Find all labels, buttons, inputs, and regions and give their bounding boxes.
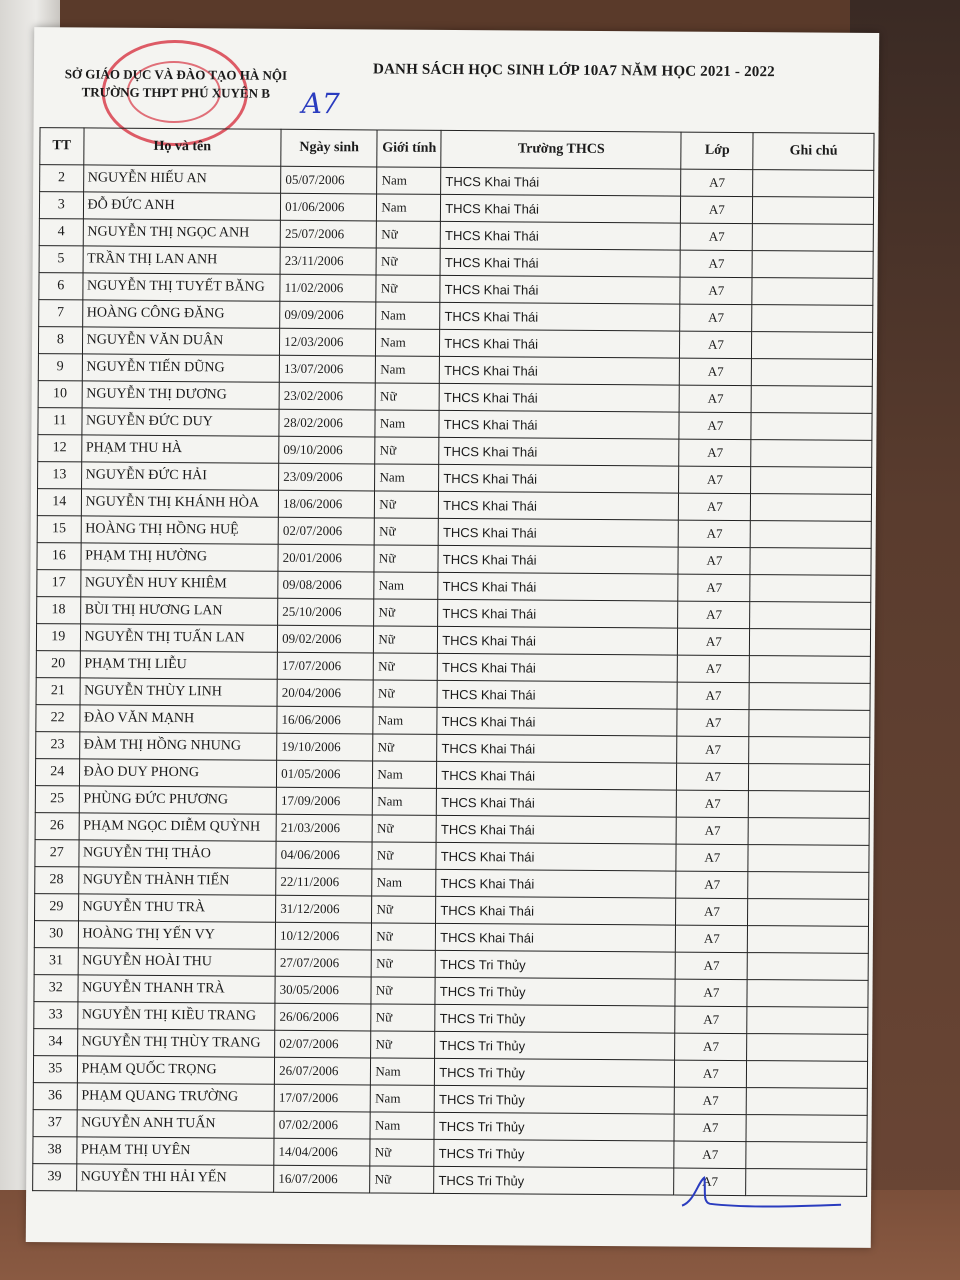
student-name-cell: ĐÀO VĂN MẠNH — [79, 705, 277, 733]
class-name-cell: A7 — [678, 574, 750, 602]
gender-cell: Nữ — [370, 1166, 434, 1193]
gender-cell: Nam — [373, 788, 437, 815]
gender-cell: Nam — [375, 464, 439, 491]
previous-school-cell: THCS Khai Thái — [440, 302, 680, 331]
student-name-cell: NGUYỄN THỊ NGỌC ANH — [83, 219, 281, 247]
gender-cell: Nam — [370, 1112, 434, 1139]
class-name-cell: A7 — [676, 844, 748, 872]
row-number-cell: 13 — [38, 462, 82, 489]
birth-date-cell: 07/02/2006 — [274, 1111, 370, 1139]
note-cell — [747, 1061, 868, 1089]
birth-date-cell: 21/03/2006 — [276, 814, 372, 842]
col-dob-header: Ngày sinh — [281, 129, 378, 167]
note-cell — [750, 548, 871, 576]
previous-school-cell: THCS Khai Thái — [437, 680, 677, 709]
gender-cell: Nữ — [375, 383, 439, 410]
gender-cell: Nam — [374, 572, 438, 599]
previous-school-cell: THCS Khai Thái — [436, 869, 676, 898]
student-name-cell: NGUYỄN HUY KHIÊM — [80, 570, 278, 598]
student-name-cell: NGUYỄN THỊ KHÁNH HÒA — [81, 489, 279, 517]
gender-cell: Nữ — [377, 221, 441, 248]
student-name-cell: PHÙNG ĐỨC PHƯƠNG — [79, 786, 277, 814]
note-cell — [748, 818, 869, 846]
birth-date-cell: 01/06/2006 — [281, 193, 377, 221]
note-cell — [746, 1142, 867, 1170]
student-name-cell: PHẠM THỊ LIỄU — [80, 651, 278, 679]
class-name-cell: A7 — [677, 736, 749, 764]
gender-cell: Nam — [376, 302, 440, 329]
birth-date-cell: 16/06/2006 — [277, 706, 373, 734]
class-name-cell: A7 — [680, 358, 752, 386]
gender-cell: Nữ — [371, 1031, 435, 1058]
row-number-cell: 37 — [33, 1110, 77, 1137]
birth-date-cell: 09/02/2006 — [278, 625, 374, 653]
student-name-cell: NGUYỄN THỊ THÙY TRANG — [77, 1029, 275, 1057]
row-number-cell: 12 — [38, 435, 82, 462]
previous-school-cell: THCS Khai Thái — [440, 248, 680, 277]
student-name-cell: NGUYỄN THỊ TUẤN LAN — [80, 624, 278, 652]
note-cell — [747, 953, 868, 981]
previous-school-cell: THCS Khai Thái — [440, 221, 680, 250]
note-cell — [747, 980, 868, 1008]
student-name-cell: NGUYỄN THỊ THẢO — [78, 840, 276, 868]
gender-cell: Nữ — [375, 491, 439, 518]
row-number-cell: 6 — [39, 273, 83, 300]
birth-date-cell: 09/08/2006 — [278, 571, 374, 599]
row-number-cell: 29 — [35, 894, 79, 921]
student-name-cell: PHẠM THỊ HƯỜNG — [81, 543, 279, 571]
row-number-cell: 2 — [40, 165, 84, 192]
student-name-cell: TRẦN THỊ LAN ANH — [83, 246, 281, 274]
birth-date-cell: 27/07/2006 — [275, 949, 371, 977]
birth-date-cell: 30/05/2006 — [275, 976, 371, 1004]
header-organization — [56, 65, 296, 103]
row-number-cell: 35 — [33, 1056, 77, 1083]
gender-cell: Nam — [377, 167, 441, 194]
note-cell — [751, 467, 872, 495]
student-name-cell: NGUYỄN HOÀI THU — [78, 948, 276, 976]
student-name-cell: PHẠM THU HÀ — [81, 435, 279, 463]
note-cell — [746, 1115, 867, 1143]
birth-date-cell: 18/06/2006 — [278, 490, 374, 518]
gender-cell: Nam — [371, 1058, 435, 1085]
birth-date-cell: 23/09/2006 — [279, 463, 375, 491]
gender-cell: Nữ — [375, 518, 439, 545]
previous-school-cell: THCS Khai Thái — [436, 842, 676, 871]
row-number-cell: 31 — [34, 948, 78, 975]
birth-date-cell: 17/09/2006 — [276, 787, 372, 815]
col-name-header: Họ và tên — [83, 128, 281, 166]
class-name-cell: A7 — [675, 1087, 747, 1115]
gender-cell: Nam — [376, 329, 440, 356]
student-name-cell: HOÀNG THỊ YẾN VY — [78, 921, 276, 949]
signature — [676, 1172, 846, 1213]
class-name-cell: A7 — [680, 250, 752, 278]
note-cell — [752, 251, 873, 279]
note-cell — [752, 305, 873, 333]
gender-cell: Nữ — [372, 923, 436, 950]
previous-school-cell: THCS Khai Thái — [440, 356, 680, 385]
previous-school-cell: THCS Tri Thủy — [434, 1112, 674, 1141]
birth-date-cell: 12/03/2006 — [280, 328, 376, 356]
note-cell — [749, 764, 870, 792]
class-name-cell: A7 — [678, 655, 750, 683]
student-name-cell: ĐÀO DUY PHONG — [79, 759, 277, 787]
gender-cell: Nữ — [374, 626, 438, 653]
class-name-cell: A7 — [679, 466, 751, 494]
note-cell — [750, 629, 871, 657]
student-name-cell: PHẠM QUANG TRƯỜNG — [77, 1083, 275, 1111]
previous-school-cell: THCS Tri Thủy — [435, 1058, 675, 1087]
col-school-header: Trường THCS — [441, 130, 681, 169]
class-name-cell: A7 — [679, 412, 751, 440]
birth-date-cell: 01/05/2006 — [277, 760, 373, 788]
previous-school-cell: THCS Khai Thái — [441, 194, 681, 223]
row-number-cell: 38 — [33, 1137, 77, 1164]
row-number-cell: 14 — [37, 489, 81, 516]
gender-cell: Nam — [373, 707, 437, 734]
class-name-cell: A7 — [676, 925, 748, 953]
row-number-cell: 11 — [38, 408, 82, 435]
birth-date-cell: 13/07/2006 — [279, 355, 375, 383]
student-name-cell: NGUYỄN THÀNH TIẾN — [78, 867, 276, 895]
col-tt-header: TT — [40, 128, 84, 165]
note-cell — [752, 359, 873, 387]
gender-cell: Nam — [376, 356, 440, 383]
student-name-cell: PHẠM NGỌC DIỄM QUỲNH — [79, 813, 277, 841]
student-name-cell: NGUYỄN THU TRÀ — [78, 894, 276, 922]
row-number-cell: 3 — [39, 192, 83, 219]
class-name-cell: A7 — [681, 223, 753, 251]
note-cell — [748, 926, 869, 954]
row-number-cell: 20 — [36, 651, 80, 678]
row-number-cell: 27 — [35, 840, 79, 867]
gender-cell: Nữ — [376, 248, 440, 275]
student-name-cell: NGUYỄN ANH TUẤN — [77, 1110, 275, 1138]
note-cell — [752, 278, 873, 306]
student-name-cell: ĐỖ ĐỨC ANH — [83, 192, 281, 220]
birth-date-cell: 19/10/2006 — [277, 733, 373, 761]
birth-date-cell: 26/07/2006 — [275, 1057, 371, 1085]
gender-cell: Nam — [377, 194, 441, 221]
gender-cell: Nữ — [372, 842, 436, 869]
birth-date-cell: 25/07/2006 — [280, 220, 376, 248]
student-name-cell: NGUYỄN THI HẢI YẾN — [76, 1164, 274, 1192]
student-name-cell: NGUYỄN THỊ TUYẾT BĂNG — [82, 273, 280, 301]
class-name-cell: A7 — [676, 898, 748, 926]
gender-cell: Nữ — [374, 599, 438, 626]
class-name-cell: A7 — [679, 520, 751, 548]
gender-cell: Nam — [371, 1085, 435, 1112]
note-cell — [748, 845, 869, 873]
birth-date-cell: 17/07/2006 — [274, 1084, 370, 1112]
col-note-header: Ghi chú — [753, 133, 874, 171]
note-cell — [751, 440, 872, 468]
class-name-cell: A7 — [681, 169, 753, 197]
birth-date-cell: 28/02/2006 — [279, 409, 375, 437]
note-cell — [750, 602, 871, 630]
gender-cell: Nữ — [374, 545, 438, 572]
row-number-cell: 25 — [35, 786, 79, 813]
class-name-cell: A7 — [675, 1033, 747, 1061]
previous-school-cell: THCS Khai Thái — [439, 410, 679, 439]
document-page — [26, 27, 879, 1248]
student-name-cell: BÙI THỊ HƯƠNG LAN — [80, 597, 278, 625]
row-number-cell: 16 — [37, 543, 81, 570]
class-name-cell: A7 — [674, 1141, 746, 1169]
birth-date-cell: 26/06/2006 — [275, 1003, 371, 1031]
student-name-cell: NGUYỄN THANH TRÀ — [78, 975, 276, 1003]
previous-school-cell: THCS Tri Thủy — [435, 1004, 675, 1033]
previous-school-cell: THCS Tri Thủy — [435, 1031, 675, 1060]
birth-date-cell: 20/04/2006 — [277, 679, 373, 707]
class-name-cell: A7 — [674, 1168, 746, 1196]
note-cell — [753, 224, 874, 252]
previous-school-cell: THCS Khai Thái — [436, 923, 676, 952]
class-name-cell: A7 — [679, 439, 751, 467]
gender-cell: Nam — [375, 410, 439, 437]
note-cell — [749, 710, 870, 738]
birth-date-cell: 14/04/2006 — [274, 1138, 370, 1166]
row-number-cell: 7 — [39, 300, 83, 327]
student-table — [32, 127, 874, 1197]
birth-date-cell: 04/06/2006 — [276, 841, 372, 869]
row-number-cell: 19 — [36, 624, 80, 651]
row-number-cell: 22 — [36, 705, 80, 732]
previous-school-cell: THCS Tri Thủy — [434, 1139, 674, 1168]
row-number-cell: 10 — [38, 381, 82, 408]
previous-school-cell: THCS Khai Thái — [439, 491, 679, 520]
student-name-cell: HOÀNG THỊ HỒNG HUỆ — [81, 516, 279, 544]
previous-school-cell: THCS Khai Thái — [437, 734, 677, 763]
row-number-cell: 18 — [37, 597, 81, 624]
gender-cell: Nữ — [371, 1004, 435, 1031]
birth-date-cell: 05/07/2006 — [281, 166, 377, 194]
birth-date-cell: 22/11/2006 — [276, 868, 372, 896]
note-cell — [750, 575, 871, 603]
previous-school-cell: THCS Tri Thủy — [434, 1085, 674, 1114]
previous-school-cell: THCS Khai Thái — [439, 383, 679, 412]
class-name-cell: A7 — [678, 601, 750, 629]
class-name-cell: A7 — [680, 385, 752, 413]
birth-date-cell: 10/12/2006 — [275, 922, 371, 950]
row-number-cell: 30 — [34, 921, 78, 948]
class-name-cell: A7 — [675, 1060, 747, 1088]
row-number-cell: 33 — [34, 1002, 78, 1029]
gender-cell: Nam — [373, 761, 437, 788]
birth-date-cell: 09/09/2006 — [280, 301, 376, 329]
birth-date-cell: 31/12/2006 — [276, 895, 372, 923]
gender-cell: Nữ — [372, 950, 436, 977]
note-cell — [752, 332, 873, 360]
row-number-cell: 8 — [38, 327, 82, 354]
class-name-cell: A7 — [676, 817, 748, 845]
row-number-cell: 39 — [33, 1164, 77, 1191]
birth-date-cell: 16/07/2006 — [274, 1165, 370, 1193]
student-name-cell: NGUYỄN THỊ KIỀU TRANG — [77, 1002, 275, 1030]
previous-school-cell: THCS Tri Thủy — [434, 1166, 674, 1195]
note-cell — [750, 656, 871, 684]
class-name-cell: A7 — [679, 493, 751, 521]
row-number-cell: 9 — [38, 354, 82, 381]
row-number-cell: 26 — [35, 813, 79, 840]
birth-date-cell: 23/11/2006 — [280, 247, 376, 275]
previous-school-cell: THCS Khai Thái — [437, 761, 677, 790]
note-cell — [753, 197, 874, 225]
row-number-cell: 17 — [37, 570, 81, 597]
class-name-cell: A7 — [680, 277, 752, 305]
student-name-cell: NGUYỄN VĂN DUÂN — [82, 327, 280, 355]
previous-school-cell: THCS Khai Thái — [440, 275, 680, 304]
previous-school-cell: THCS Khai Thái — [438, 518, 678, 547]
birth-date-cell: 20/01/2006 — [278, 544, 374, 572]
gender-cell: Nữ — [373, 734, 437, 761]
gender-cell: Nữ — [373, 680, 437, 707]
gender-cell: Nữ — [372, 815, 436, 842]
class-name-cell: A7 — [680, 331, 752, 359]
note-cell — [747, 1088, 868, 1116]
note-cell — [751, 386, 872, 414]
gender-cell: Nữ — [376, 275, 440, 302]
handwritten-note: A7 — [301, 86, 340, 121]
student-name-cell: NGUYỄN ĐỨC DUY — [81, 408, 279, 436]
note-cell — [748, 872, 869, 900]
previous-school-cell: THCS Khai Thái — [436, 896, 676, 925]
previous-school-cell: THCS Tri Thủy — [435, 977, 675, 1006]
col-class-header: Lớp — [681, 132, 753, 170]
note-cell — [751, 494, 872, 522]
note-cell — [749, 683, 870, 711]
previous-school-cell: THCS Khai Thái — [437, 653, 677, 682]
previous-school-cell: THCS Khai Thái — [441, 167, 681, 196]
previous-school-cell: THCS Khai Thái — [436, 815, 676, 844]
department-name: SỞ GIÁO DỤC VÀ ĐÀO TẠO HÀ NỘI — [64, 66, 288, 83]
student-name-cell: HOÀNG CÔNG ĐĂNG — [82, 300, 280, 328]
student-name-cell: ĐÀM THỊ HỒNG NHUNG — [79, 732, 277, 760]
student-name-cell: NGUYỄN HIẾU AN — [83, 165, 281, 193]
birth-date-cell: 17/07/2006 — [277, 652, 373, 680]
gender-cell: Nữ — [374, 653, 438, 680]
class-name-cell: A7 — [676, 952, 748, 980]
gender-cell: Nữ — [375, 437, 439, 464]
row-number-cell: 5 — [39, 246, 83, 273]
class-name-cell: A7 — [676, 871, 748, 899]
table-body — [33, 165, 874, 1197]
previous-school-cell: THCS Khai Thái — [437, 788, 677, 817]
birth-date-cell: 11/02/2006 — [280, 274, 376, 302]
class-name-cell: A7 — [678, 628, 750, 656]
row-number-cell: 4 — [39, 219, 83, 246]
student-name-cell: NGUYỄN THỊ DƯƠNG — [82, 381, 280, 409]
gender-cell: Nam — [372, 869, 436, 896]
class-name-cell: A7 — [680, 304, 752, 332]
note-cell — [747, 1007, 868, 1035]
birth-date-cell: 09/10/2006 — [279, 436, 375, 464]
row-number-cell: 15 — [37, 516, 81, 543]
class-name-cell: A7 — [678, 547, 750, 575]
table-header-row — [40, 128, 874, 171]
previous-school-cell: THCS Khai Thái — [439, 437, 679, 466]
previous-school-cell: THCS Khai Thái — [440, 329, 680, 358]
class-name-cell: A7 — [675, 1006, 747, 1034]
student-name-cell: NGUYỄN THÙY LINH — [80, 678, 278, 706]
class-name-cell: A7 — [677, 790, 749, 818]
student-name-cell: NGUYỄN ĐỨC HẢI — [81, 462, 279, 490]
birth-date-cell: 02/07/2006 — [275, 1030, 371, 1058]
note-cell — [750, 521, 871, 549]
previous-school-cell: THCS Khai Thái — [439, 464, 679, 493]
col-gender-header: Giới tính — [377, 130, 441, 167]
row-number-cell: 36 — [33, 1083, 77, 1110]
note-cell — [748, 899, 869, 927]
previous-school-cell: THCS Tri Thủy — [435, 950, 675, 979]
note-cell — [749, 737, 870, 765]
class-name-cell: A7 — [674, 1114, 746, 1142]
previous-school-cell: THCS Khai Thái — [438, 626, 678, 655]
previous-school-cell: THCS Khai Thái — [438, 572, 678, 601]
student-name-cell: NGUYỄN TIẾN DŨNG — [82, 354, 280, 382]
row-number-cell: 34 — [34, 1029, 78, 1056]
class-name-cell: A7 — [677, 709, 749, 737]
class-name-cell: A7 — [677, 682, 749, 710]
class-name-cell: A7 — [675, 979, 747, 1007]
note-cell — [753, 170, 874, 198]
note-cell — [749, 791, 870, 819]
document-title: DANH SÁCH HỌC SINH LỚP 10A7 NĂM HỌC 2021 - 2022 — [372, 61, 775, 81]
class-name-cell: A7 — [681, 196, 753, 224]
previous-school-cell: THCS Khai Thái — [438, 599, 678, 628]
previous-school-cell: THCS Khai Thái — [437, 707, 677, 736]
gender-cell: Nữ — [370, 1139, 434, 1166]
gender-cell: Nữ — [371, 977, 435, 1004]
note-cell — [751, 413, 872, 441]
birth-date-cell: 25/10/2006 — [278, 598, 374, 626]
previous-school-cell: THCS Khai Thái — [438, 545, 678, 574]
row-number-cell: 28 — [35, 867, 79, 894]
row-number-cell: 21 — [36, 678, 80, 705]
gender-cell: Nữ — [372, 896, 436, 923]
student-name-cell: PHẠM THỊ UYÊN — [76, 1137, 274, 1165]
row-number-cell: 23 — [36, 732, 80, 759]
class-name-cell: A7 — [677, 763, 749, 791]
birth-date-cell: 02/07/2006 — [278, 517, 374, 545]
note-cell — [747, 1034, 868, 1062]
row-number-cell: 24 — [35, 759, 79, 786]
birth-date-cell: 23/02/2006 — [279, 382, 375, 410]
student-name-cell: PHẠM QUỐC TRỌNG — [77, 1056, 275, 1084]
row-number-cell: 32 — [34, 975, 78, 1002]
school-name: TRƯỜNG THPT PHÚ XUYÊN B — [81, 84, 270, 101]
